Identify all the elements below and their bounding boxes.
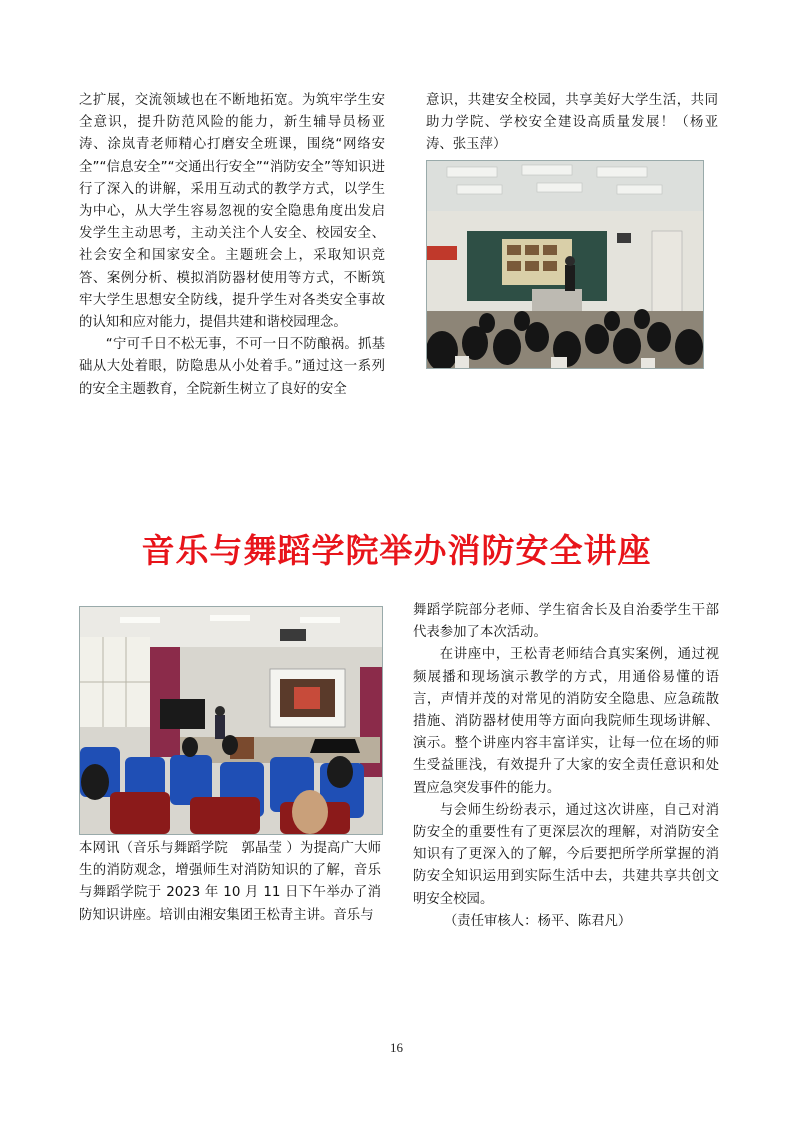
review-credit: （责任审核人：杨平、陈君凡）	[443, 913, 632, 929]
paragraph: 意识，共建安全校园，共享美好大学生活，共同助力学院、学校安全建设高质量发展！（杨亚涛、张玉萍）	[426, 93, 718, 153]
paragraph: 舞蹈学院部分老师、学生宿舍长及自治委学生干部代表参加了本次活动。	[413, 603, 719, 641]
paragraph: 本网讯（音乐与舞蹈学院 郭晶莹 ）为提高广大师生的消防观念，增强师生对消防知识的了解，音乐与舞蹈学院于 2023 年 10 月 11 日下午举办了消防知识讲座。培训由湘安集团王松青主讲。音乐与	[79, 841, 381, 923]
classroom-photo	[426, 160, 704, 369]
page-number: 16	[390, 1040, 403, 1055]
article-headline: 音乐与舞蹈学院举办消防安全讲座	[141, 531, 652, 570]
lecture-photo	[79, 606, 383, 835]
lecture-photo-image	[80, 607, 382, 834]
classroom-photo-image	[427, 161, 703, 368]
paragraph: 与会师生纷纷表示，通过这次讲座，自己对消防安全的重要性有了更深层次的理解，对消防安全知识有了更深入的了解，今后要把所学所掌握的消防安全知识运用到实际生活中去，共建共享共创文明安全校园。	[413, 802, 719, 907]
paragraph: 之扩展，交流领域也在不断地拓宽。为筑牢学生安全意识，提升防范风险的能力，新生辅导员杨亚涛、涂岚青老师精心打磨安全班课，围绕“网络安全”“信息安全”“交通出行安全”“消防安全”等知识进行了深入的讲解，采用互动式的教学方式，以学生为中心，从大学生容易忽视的安全隐患角度出发启发学生主动思考，主动关注个人安全、校园安全、社会安全和国家安全。主题班会上，采取知识竞答、案例分析、模拟消防器材使用等方式，不断筑牢大学生思想安全防线，提升学生对各类安全事故的认知和应对能力，提倡共建和谐校园理念。	[79, 93, 385, 331]
article-bottom-right-column	[413, 600, 719, 933]
paragraph: “宁可千日不松无事，不可一日不防酿祸。抓基础从大处着眼，防隐患从小处着手。”通过这一系列的安全主题教育，全院新生树立了良好的安全	[79, 337, 385, 397]
article-bottom-left-column	[79, 838, 381, 927]
paragraph: 在讲座中，王松青老师结合真实案例，通过视频展播和现场演示教学的方式，用通俗易懂的语言，声情并茂的对常见的消防安全隐患、应急疏散措施、消防器材使用等方面向我院师生现场讲解、演示。整个讲座内容丰富详实，让每一位在场的师生受益匪浅，有效提升了大家的安全责任意识和处置应急突发事件的能力。	[413, 647, 719, 796]
article-top-left-column	[79, 90, 385, 401]
article-top-right-column	[426, 90, 718, 157]
